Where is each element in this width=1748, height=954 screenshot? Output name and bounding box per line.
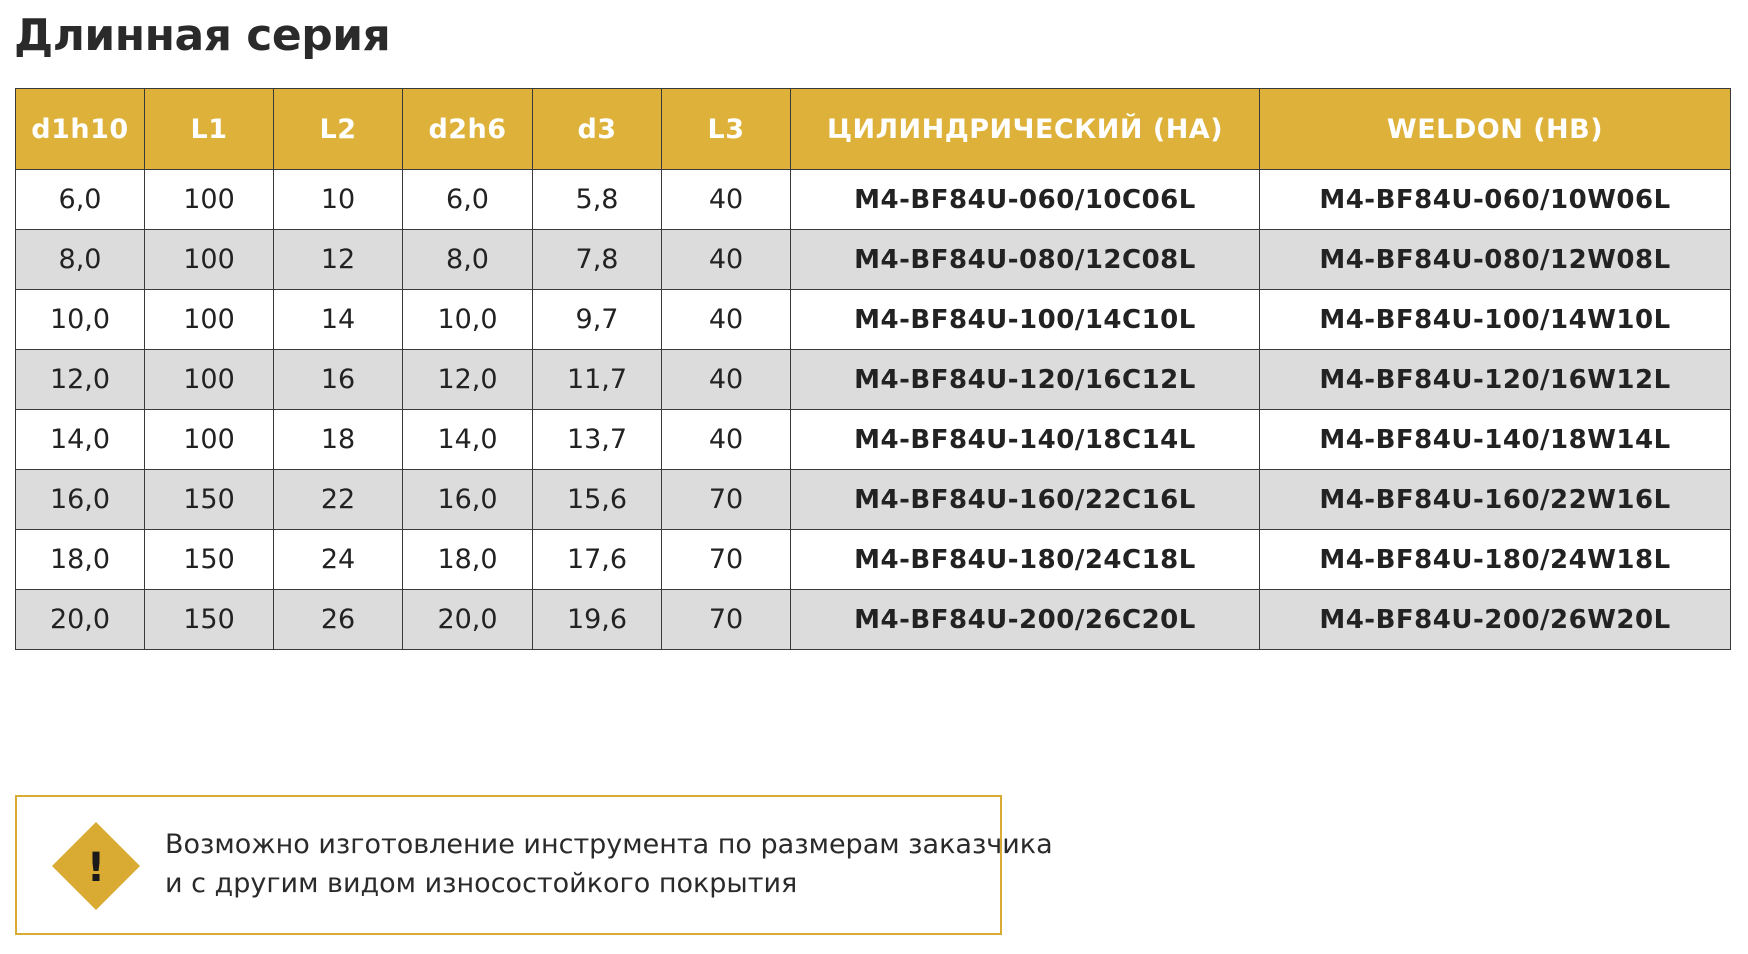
notice-box (15, 795, 1053, 935)
table-row (16, 230, 1731, 290)
cell-cylindrical-code: M4-BF84U-120/16C12L (791, 350, 1260, 410)
cell-d2h6: 16,0 (403, 470, 533, 530)
cell-d2h6: 12,0 (403, 350, 533, 410)
cell-l3: 40 (662, 410, 791, 470)
cell-l1: 150 (145, 470, 274, 530)
cell-weldon-code: M4-BF84U-120/16W12L (1260, 350, 1731, 410)
table-row (16, 410, 1731, 470)
header-l3: L3 (662, 89, 791, 170)
cell-d2h6: 10,0 (403, 290, 533, 350)
table-row (16, 590, 1731, 650)
cell-d1h10: 18,0 (16, 530, 145, 590)
table-row (16, 290, 1731, 350)
notice-text (165, 825, 1053, 903)
cell-l3: 40 (662, 170, 791, 230)
cell-d3: 7,8 (533, 230, 662, 290)
cell-d1h10: 6,0 (16, 170, 145, 230)
cell-cylindrical-code: M4-BF84U-080/12C08L (791, 230, 1260, 290)
cell-weldon-code: M4-BF84U-200/26W20L (1260, 590, 1731, 650)
header-d3: d3 (533, 89, 662, 170)
cell-l1: 100 (145, 410, 274, 470)
cell-l3: 40 (662, 350, 791, 410)
table-row (16, 470, 1731, 530)
cell-d1h10: 16,0 (16, 470, 145, 530)
cell-l2: 22 (274, 470, 403, 530)
cell-l3: 70 (662, 470, 791, 530)
cell-weldon-code: M4-BF84U-060/10W06L (1260, 170, 1731, 230)
header-d2h6: d2h6 (403, 89, 533, 170)
table-header-row (16, 89, 1731, 170)
header-l1: L1 (145, 89, 274, 170)
spec-table (15, 88, 1731, 650)
cell-weldon-code: M4-BF84U-160/22W16L (1260, 470, 1731, 530)
cell-d3: 11,7 (533, 350, 662, 410)
table-row (16, 350, 1731, 410)
cell-l1: 100 (145, 290, 274, 350)
cell-d3: 19,6 (533, 590, 662, 650)
header-d1h10: d1h10 (16, 89, 145, 170)
cell-d1h10: 14,0 (16, 410, 145, 470)
warning-icon (50, 820, 142, 912)
header-weldon-hb: WELDON (HB) (1260, 89, 1731, 170)
cell-cylindrical-code: M4-BF84U-160/22C16L (791, 470, 1260, 530)
page-title: Длинная серия (14, 10, 391, 61)
cell-d3: 5,8 (533, 170, 662, 230)
cell-l1: 100 (145, 350, 274, 410)
cell-cylindrical-code: M4-BF84U-060/10C06L (791, 170, 1260, 230)
cell-weldon-code: M4-BF84U-140/18W14L (1260, 410, 1731, 470)
table-row (16, 170, 1731, 230)
cell-d3: 15,6 (533, 470, 662, 530)
cell-l2: 26 (274, 590, 403, 650)
cell-d1h10: 12,0 (16, 350, 145, 410)
cell-d3: 13,7 (533, 410, 662, 470)
cell-weldon-code: M4-BF84U-080/12W08L (1260, 230, 1731, 290)
cell-l2: 10 (274, 170, 403, 230)
cell-cylindrical-code: M4-BF84U-200/26C20L (791, 590, 1260, 650)
header-cylindrical-ha: ЦИЛИНДРИЧЕСКИЙ (HA) (791, 89, 1260, 170)
cell-d2h6: 14,0 (403, 410, 533, 470)
cell-l1: 100 (145, 230, 274, 290)
warning-symbol: ! (86, 845, 106, 891)
notice-line-2: и с другим видом износостойкого покрытия (165, 868, 798, 899)
cell-l3: 40 (662, 230, 791, 290)
cell-l1: 100 (145, 170, 274, 230)
cell-l3: 70 (662, 590, 791, 650)
cell-cylindrical-code: M4-BF84U-100/14C10L (791, 290, 1260, 350)
cell-l2: 14 (274, 290, 403, 350)
notice-line-1: Возможно изготовление инструмента по размерам заказчика (165, 829, 1053, 860)
cell-l2: 12 (274, 230, 403, 290)
cell-l2: 16 (274, 350, 403, 410)
cell-l3: 40 (662, 290, 791, 350)
cell-l3: 70 (662, 530, 791, 590)
cell-d1h10: 10,0 (16, 290, 145, 350)
cell-d2h6: 8,0 (403, 230, 533, 290)
cell-weldon-code: M4-BF84U-100/14W10L (1260, 290, 1731, 350)
cell-l2: 18 (274, 410, 403, 470)
cell-d1h10: 20,0 (16, 590, 145, 650)
cell-cylindrical-code: M4-BF84U-180/24C18L (791, 530, 1260, 590)
cell-l1: 150 (145, 530, 274, 590)
header-l2: L2 (274, 89, 403, 170)
cell-weldon-code: M4-BF84U-180/24W18L (1260, 530, 1731, 590)
cell-d2h6: 6,0 (403, 170, 533, 230)
cell-d3: 9,7 (533, 290, 662, 350)
cell-cylindrical-code: M4-BF84U-140/18C14L (791, 410, 1260, 470)
cell-d2h6: 20,0 (403, 590, 533, 650)
cell-d1h10: 8,0 (16, 230, 145, 290)
cell-l1: 150 (145, 590, 274, 650)
cell-l2: 24 (274, 530, 403, 590)
table-row (16, 530, 1731, 590)
cell-d2h6: 18,0 (403, 530, 533, 590)
cell-d3: 17,6 (533, 530, 662, 590)
